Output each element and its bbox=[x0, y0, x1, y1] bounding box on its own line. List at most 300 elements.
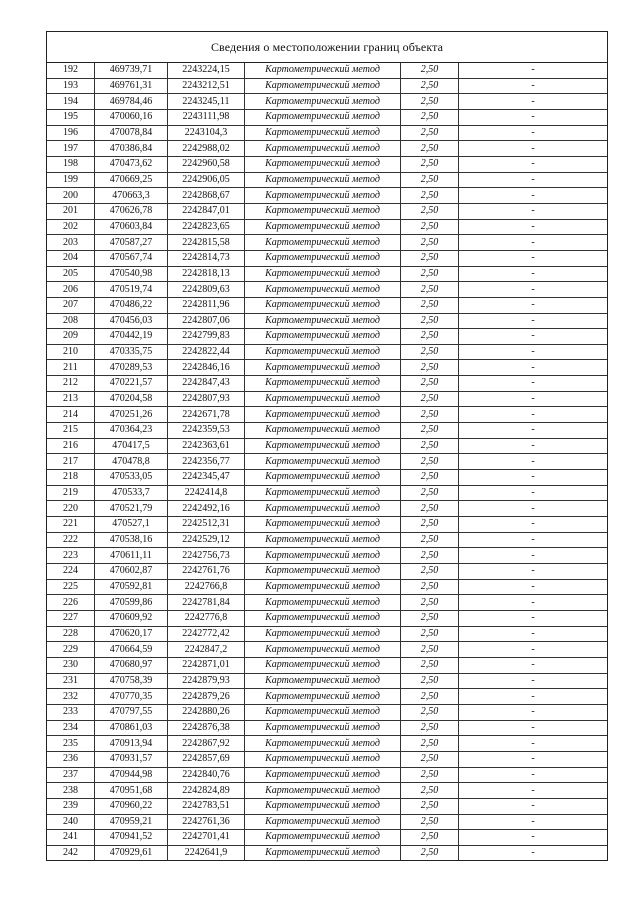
x-coordinate-cell: 470527,1 bbox=[95, 517, 168, 533]
method-cell: Картометрический метод bbox=[245, 203, 401, 219]
y-coordinate-cell: 2243245,11 bbox=[168, 94, 245, 110]
description-cell: - bbox=[459, 407, 608, 423]
description-cell: - bbox=[459, 673, 608, 689]
y-coordinate-cell: 2242781,84 bbox=[168, 595, 245, 611]
point-number-cell: 235 bbox=[47, 736, 95, 752]
point-number-cell: 212 bbox=[47, 376, 95, 392]
method-cell: Картометрический метод bbox=[245, 579, 401, 595]
x-coordinate-cell: 470931,57 bbox=[95, 751, 168, 767]
description-cell: - bbox=[459, 548, 608, 564]
table-row bbox=[47, 579, 607, 595]
x-coordinate-cell: 470060,16 bbox=[95, 109, 168, 125]
method-cell: Картометрический метод bbox=[245, 673, 401, 689]
precision-cell: 2,50 bbox=[401, 767, 459, 783]
method-cell: Картометрический метод bbox=[245, 642, 401, 658]
method-cell: Картометрический метод bbox=[245, 376, 401, 392]
y-coordinate-cell: 2242847,43 bbox=[168, 376, 245, 392]
y-coordinate-cell: 2242814,73 bbox=[168, 250, 245, 266]
precision-cell: 2,50 bbox=[401, 360, 459, 376]
x-coordinate-cell: 470456,03 bbox=[95, 313, 168, 329]
precision-cell: 2,50 bbox=[401, 219, 459, 235]
y-coordinate-cell: 2242822,44 bbox=[168, 344, 245, 360]
method-cell: Картометрический метод bbox=[245, 610, 401, 626]
y-coordinate-cell: 2242811,96 bbox=[168, 297, 245, 313]
table-row bbox=[47, 626, 607, 642]
coordinates-table-body bbox=[47, 63, 607, 860]
table-row bbox=[47, 767, 607, 783]
document-title: Сведения о местоположении границ объекта bbox=[47, 32, 607, 63]
description-cell: - bbox=[459, 360, 608, 376]
point-number-cell: 202 bbox=[47, 219, 95, 235]
description-cell: - bbox=[459, 689, 608, 705]
table-row bbox=[47, 329, 607, 345]
description-cell: - bbox=[459, 720, 608, 736]
y-coordinate-cell: 2242701,41 bbox=[168, 830, 245, 846]
x-coordinate-cell: 470599,86 bbox=[95, 595, 168, 611]
method-cell: Картометрический метод bbox=[245, 297, 401, 313]
table-row bbox=[47, 125, 607, 141]
method-cell: Картометрический метод bbox=[245, 798, 401, 814]
description-cell: - bbox=[459, 235, 608, 251]
description-cell: - bbox=[459, 532, 608, 548]
y-coordinate-cell: 2242756,73 bbox=[168, 548, 245, 564]
precision-cell: 2,50 bbox=[401, 751, 459, 767]
point-number-cell: 192 bbox=[47, 63, 95, 78]
point-number-cell: 241 bbox=[47, 830, 95, 846]
point-number-cell: 232 bbox=[47, 689, 95, 705]
description-cell: - bbox=[459, 313, 608, 329]
y-coordinate-cell: 2242414,8 bbox=[168, 485, 245, 501]
precision-cell: 2,50 bbox=[401, 297, 459, 313]
x-coordinate-cell: 470680,97 bbox=[95, 657, 168, 673]
precision-cell: 2,50 bbox=[401, 344, 459, 360]
table-row bbox=[47, 94, 607, 110]
y-coordinate-cell: 2242960,58 bbox=[168, 156, 245, 172]
precision-cell: 2,50 bbox=[401, 454, 459, 470]
description-cell: - bbox=[459, 517, 608, 533]
y-coordinate-cell: 2242641,9 bbox=[168, 845, 245, 860]
table-row bbox=[47, 814, 607, 830]
description-cell: - bbox=[459, 63, 608, 78]
x-coordinate-cell: 470602,87 bbox=[95, 564, 168, 580]
point-number-cell: 231 bbox=[47, 673, 95, 689]
table-row bbox=[47, 313, 607, 329]
y-coordinate-cell: 2242345,47 bbox=[168, 470, 245, 486]
y-coordinate-cell: 2242906,05 bbox=[168, 172, 245, 188]
y-coordinate-cell: 2242871,01 bbox=[168, 657, 245, 673]
coordinates-table bbox=[47, 63, 607, 860]
precision-cell: 2,50 bbox=[401, 438, 459, 454]
table-row bbox=[47, 188, 607, 204]
y-coordinate-cell: 2242876,38 bbox=[168, 720, 245, 736]
table-row bbox=[47, 689, 607, 705]
x-coordinate-cell: 470364,23 bbox=[95, 423, 168, 439]
table-row bbox=[47, 78, 607, 94]
y-coordinate-cell: 2242823,65 bbox=[168, 219, 245, 235]
table-row bbox=[47, 532, 607, 548]
description-cell: - bbox=[459, 376, 608, 392]
point-number-cell: 237 bbox=[47, 767, 95, 783]
point-number-cell: 233 bbox=[47, 704, 95, 720]
table-row bbox=[47, 564, 607, 580]
table-row bbox=[47, 266, 607, 282]
description-cell: - bbox=[459, 172, 608, 188]
table-row bbox=[47, 203, 607, 219]
point-number-cell: 220 bbox=[47, 501, 95, 517]
table-row bbox=[47, 109, 607, 125]
y-coordinate-cell: 2242879,93 bbox=[168, 673, 245, 689]
x-coordinate-cell: 469761,31 bbox=[95, 78, 168, 94]
y-coordinate-cell: 2242809,63 bbox=[168, 282, 245, 298]
description-cell: - bbox=[459, 830, 608, 846]
y-coordinate-cell: 2242776,8 bbox=[168, 610, 245, 626]
method-cell: Картометрический метод bbox=[245, 172, 401, 188]
table-row bbox=[47, 376, 607, 392]
y-coordinate-cell: 2242824,89 bbox=[168, 783, 245, 799]
method-cell: Картометрический метод bbox=[245, 94, 401, 110]
y-coordinate-cell: 2242867,92 bbox=[168, 736, 245, 752]
point-number-cell: 198 bbox=[47, 156, 95, 172]
x-coordinate-cell: 470204,58 bbox=[95, 391, 168, 407]
precision-cell: 2,50 bbox=[401, 63, 459, 78]
description-cell: - bbox=[459, 704, 608, 720]
precision-cell: 2,50 bbox=[401, 266, 459, 282]
point-number-cell: 193 bbox=[47, 78, 95, 94]
point-number-cell: 209 bbox=[47, 329, 95, 345]
precision-cell: 2,50 bbox=[401, 720, 459, 736]
x-coordinate-cell: 470951,68 bbox=[95, 783, 168, 799]
boundary-info-document bbox=[46, 31, 608, 861]
x-coordinate-cell: 470442,19 bbox=[95, 329, 168, 345]
method-cell: Картометрический метод bbox=[245, 736, 401, 752]
table-row bbox=[47, 548, 607, 564]
y-coordinate-cell: 2242847,2 bbox=[168, 642, 245, 658]
point-number-cell: 239 bbox=[47, 798, 95, 814]
precision-cell: 2,50 bbox=[401, 736, 459, 752]
method-cell: Картометрический метод bbox=[245, 188, 401, 204]
method-cell: Картометрический метод bbox=[245, 626, 401, 642]
table-row bbox=[47, 63, 607, 78]
method-cell: Картометрический метод bbox=[245, 344, 401, 360]
x-coordinate-cell: 470251,26 bbox=[95, 407, 168, 423]
y-coordinate-cell: 2242847,01 bbox=[168, 203, 245, 219]
table-row bbox=[47, 391, 607, 407]
precision-cell: 2,50 bbox=[401, 830, 459, 846]
method-cell: Картометрический метод bbox=[245, 767, 401, 783]
method-cell: Картометрический метод bbox=[245, 235, 401, 251]
y-coordinate-cell: 2242529,12 bbox=[168, 532, 245, 548]
table-row bbox=[47, 235, 607, 251]
precision-cell: 2,50 bbox=[401, 501, 459, 517]
x-coordinate-cell: 470592,81 bbox=[95, 579, 168, 595]
x-coordinate-cell: 470587,27 bbox=[95, 235, 168, 251]
table-row bbox=[47, 830, 607, 846]
precision-cell: 2,50 bbox=[401, 548, 459, 564]
method-cell: Картометрический метод bbox=[245, 423, 401, 439]
x-coordinate-cell: 470611,11 bbox=[95, 548, 168, 564]
description-cell: - bbox=[459, 125, 608, 141]
description-cell: - bbox=[459, 579, 608, 595]
x-coordinate-cell: 470289,53 bbox=[95, 360, 168, 376]
precision-cell: 2,50 bbox=[401, 610, 459, 626]
method-cell: Картометрический метод bbox=[245, 485, 401, 501]
description-cell: - bbox=[459, 344, 608, 360]
table-row bbox=[47, 485, 607, 501]
precision-cell: 2,50 bbox=[401, 532, 459, 548]
x-coordinate-cell: 470669,25 bbox=[95, 172, 168, 188]
description-cell: - bbox=[459, 203, 608, 219]
x-coordinate-cell: 470797,55 bbox=[95, 704, 168, 720]
point-number-cell: 242 bbox=[47, 845, 95, 860]
description-cell: - bbox=[459, 751, 608, 767]
x-coordinate-cell: 469784,46 bbox=[95, 94, 168, 110]
precision-cell: 2,50 bbox=[401, 845, 459, 860]
method-cell: Картометрический метод bbox=[245, 517, 401, 533]
precision-cell: 2,50 bbox=[401, 250, 459, 266]
point-number-cell: 230 bbox=[47, 657, 95, 673]
x-coordinate-cell: 470620,17 bbox=[95, 626, 168, 642]
point-number-cell: 200 bbox=[47, 188, 95, 204]
table-row bbox=[47, 172, 607, 188]
x-coordinate-cell: 470626,78 bbox=[95, 203, 168, 219]
table-row bbox=[47, 783, 607, 799]
x-coordinate-cell: 470486,22 bbox=[95, 297, 168, 313]
x-coordinate-cell: 470944,98 bbox=[95, 767, 168, 783]
point-number-cell: 204 bbox=[47, 250, 95, 266]
point-number-cell: 236 bbox=[47, 751, 95, 767]
point-number-cell: 211 bbox=[47, 360, 95, 376]
precision-cell: 2,50 bbox=[401, 282, 459, 298]
method-cell: Картометрический метод bbox=[245, 704, 401, 720]
precision-cell: 2,50 bbox=[401, 657, 459, 673]
point-number-cell: 207 bbox=[47, 297, 95, 313]
x-coordinate-cell: 470538,16 bbox=[95, 532, 168, 548]
description-cell: - bbox=[459, 141, 608, 157]
description-cell: - bbox=[459, 454, 608, 470]
description-cell: - bbox=[459, 470, 608, 486]
y-coordinate-cell: 2242857,69 bbox=[168, 751, 245, 767]
description-cell: - bbox=[459, 329, 608, 345]
x-coordinate-cell: 470567,74 bbox=[95, 250, 168, 266]
x-coordinate-cell: 470335,75 bbox=[95, 344, 168, 360]
point-number-cell: 234 bbox=[47, 720, 95, 736]
x-coordinate-cell: 470519,74 bbox=[95, 282, 168, 298]
y-coordinate-cell: 2242818,13 bbox=[168, 266, 245, 282]
precision-cell: 2,50 bbox=[401, 407, 459, 423]
point-number-cell: 219 bbox=[47, 485, 95, 501]
table-row bbox=[47, 282, 607, 298]
method-cell: Картометрический метод bbox=[245, 78, 401, 94]
precision-cell: 2,50 bbox=[401, 626, 459, 642]
y-coordinate-cell: 2242356,77 bbox=[168, 454, 245, 470]
table-row bbox=[47, 297, 607, 313]
point-number-cell: 223 bbox=[47, 548, 95, 564]
table-row bbox=[47, 673, 607, 689]
table-row bbox=[47, 407, 607, 423]
y-coordinate-cell: 2243111,98 bbox=[168, 109, 245, 125]
method-cell: Картометрический метод bbox=[245, 783, 401, 799]
description-cell: - bbox=[459, 642, 608, 658]
precision-cell: 2,50 bbox=[401, 156, 459, 172]
precision-cell: 2,50 bbox=[401, 595, 459, 611]
precision-cell: 2,50 bbox=[401, 564, 459, 580]
method-cell: Картометрический метод bbox=[245, 548, 401, 564]
x-coordinate-cell: 470960,22 bbox=[95, 798, 168, 814]
y-coordinate-cell: 2242879,26 bbox=[168, 689, 245, 705]
table-row bbox=[47, 720, 607, 736]
x-coordinate-cell: 470603,84 bbox=[95, 219, 168, 235]
method-cell: Картометрический метод bbox=[245, 282, 401, 298]
table-row bbox=[47, 517, 607, 533]
point-number-cell: 205 bbox=[47, 266, 95, 282]
y-coordinate-cell: 2242772,42 bbox=[168, 626, 245, 642]
table-row bbox=[47, 438, 607, 454]
precision-cell: 2,50 bbox=[401, 783, 459, 799]
method-cell: Картометрический метод bbox=[245, 751, 401, 767]
method-cell: Картометрический метод bbox=[245, 407, 401, 423]
x-coordinate-cell: 469739,71 bbox=[95, 63, 168, 78]
table-row bbox=[47, 423, 607, 439]
precision-cell: 2,50 bbox=[401, 798, 459, 814]
y-coordinate-cell: 2242799,83 bbox=[168, 329, 245, 345]
x-coordinate-cell: 470386,84 bbox=[95, 141, 168, 157]
point-number-cell: 206 bbox=[47, 282, 95, 298]
description-cell: - bbox=[459, 626, 608, 642]
x-coordinate-cell: 470417,5 bbox=[95, 438, 168, 454]
precision-cell: 2,50 bbox=[401, 125, 459, 141]
point-number-cell: 197 bbox=[47, 141, 95, 157]
y-coordinate-cell: 2242492,16 bbox=[168, 501, 245, 517]
point-number-cell: 199 bbox=[47, 172, 95, 188]
description-cell: - bbox=[459, 595, 608, 611]
y-coordinate-cell: 2243104,3 bbox=[168, 125, 245, 141]
table-row bbox=[47, 798, 607, 814]
method-cell: Картометрический метод bbox=[245, 63, 401, 78]
precision-cell: 2,50 bbox=[401, 517, 459, 533]
y-coordinate-cell: 2242846,16 bbox=[168, 360, 245, 376]
description-cell: - bbox=[459, 657, 608, 673]
description-cell: - bbox=[459, 783, 608, 799]
description-cell: - bbox=[459, 438, 608, 454]
table-row bbox=[47, 470, 607, 486]
method-cell: Картометрический метод bbox=[245, 470, 401, 486]
precision-cell: 2,50 bbox=[401, 642, 459, 658]
y-coordinate-cell: 2242363,61 bbox=[168, 438, 245, 454]
table-row bbox=[47, 156, 607, 172]
precision-cell: 2,50 bbox=[401, 78, 459, 94]
x-coordinate-cell: 470929,61 bbox=[95, 845, 168, 860]
x-coordinate-cell: 470473,62 bbox=[95, 156, 168, 172]
precision-cell: 2,50 bbox=[401, 172, 459, 188]
method-cell: Картометрический метод bbox=[245, 250, 401, 266]
description-cell: - bbox=[459, 109, 608, 125]
point-number-cell: 221 bbox=[47, 517, 95, 533]
x-coordinate-cell: 470221,57 bbox=[95, 376, 168, 392]
method-cell: Картометрический метод bbox=[245, 391, 401, 407]
x-coordinate-cell: 470609,92 bbox=[95, 610, 168, 626]
description-cell: - bbox=[459, 297, 608, 313]
y-coordinate-cell: 2242988,02 bbox=[168, 141, 245, 157]
description-cell: - bbox=[459, 564, 608, 580]
y-coordinate-cell: 2242766,8 bbox=[168, 579, 245, 595]
y-coordinate-cell: 2242761,76 bbox=[168, 564, 245, 580]
description-cell: - bbox=[459, 94, 608, 110]
point-number-cell: 222 bbox=[47, 532, 95, 548]
description-cell: - bbox=[459, 188, 608, 204]
point-number-cell: 226 bbox=[47, 595, 95, 611]
x-coordinate-cell: 470664,59 bbox=[95, 642, 168, 658]
precision-cell: 2,50 bbox=[401, 188, 459, 204]
table-row bbox=[47, 845, 607, 860]
description-cell: - bbox=[459, 266, 608, 282]
y-coordinate-cell: 2242761,36 bbox=[168, 814, 245, 830]
x-coordinate-cell: 470478,8 bbox=[95, 454, 168, 470]
description-cell: - bbox=[531, 847, 535, 859]
table-row bbox=[47, 344, 607, 360]
table-row bbox=[47, 704, 607, 720]
y-coordinate-cell: 2242815,58 bbox=[168, 235, 245, 251]
description-cell: - bbox=[459, 767, 608, 783]
precision-cell: 2,50 bbox=[401, 704, 459, 720]
precision-cell: 2,50 bbox=[401, 235, 459, 251]
description-cell: - bbox=[459, 219, 608, 235]
method-cell: Картометрический метод bbox=[245, 329, 401, 345]
point-number-cell: 216 bbox=[47, 438, 95, 454]
table-row bbox=[47, 250, 607, 266]
table-row bbox=[47, 642, 607, 658]
y-coordinate-cell: 2243212,51 bbox=[168, 78, 245, 94]
method-cell: Картометрический метод bbox=[245, 501, 401, 517]
precision-cell: 2,50 bbox=[401, 689, 459, 705]
method-cell: Картометрический метод bbox=[245, 266, 401, 282]
precision-cell: 2,50 bbox=[401, 423, 459, 439]
method-cell: Картометрический метод bbox=[245, 109, 401, 125]
precision-cell: 2,50 bbox=[401, 814, 459, 830]
description-cell: - bbox=[459, 250, 608, 266]
x-coordinate-cell: 470078,84 bbox=[95, 125, 168, 141]
y-coordinate-cell: 2242807,93 bbox=[168, 391, 245, 407]
description-cell: - bbox=[459, 736, 608, 752]
point-number-cell: 214 bbox=[47, 407, 95, 423]
y-coordinate-cell: 2242880,26 bbox=[168, 704, 245, 720]
table-row bbox=[47, 501, 607, 517]
x-coordinate-cell: 470533,7 bbox=[95, 485, 168, 501]
y-coordinate-cell: 2243224,15 bbox=[168, 63, 245, 78]
y-coordinate-cell: 2242359,53 bbox=[168, 423, 245, 439]
description-cell: - bbox=[459, 282, 608, 298]
x-coordinate-cell: 470758,39 bbox=[95, 673, 168, 689]
description-cell: - bbox=[459, 610, 608, 626]
point-number-cell: 210 bbox=[47, 344, 95, 360]
y-coordinate-cell: 2242840,76 bbox=[168, 767, 245, 783]
table-row bbox=[47, 360, 607, 376]
description-cell: - bbox=[459, 814, 608, 830]
method-cell: Картометрический метод bbox=[245, 814, 401, 830]
method-cell: Картометрический метод bbox=[245, 830, 401, 846]
point-number-cell: 229 bbox=[47, 642, 95, 658]
method-cell: Картометрический метод bbox=[245, 313, 401, 329]
method-cell: Картометрический метод bbox=[245, 564, 401, 580]
precision-cell: 2,50 bbox=[401, 94, 459, 110]
description-cell: - bbox=[459, 485, 608, 501]
table-row bbox=[47, 219, 607, 235]
description-cell: - bbox=[459, 156, 608, 172]
point-number-cell: 225 bbox=[47, 579, 95, 595]
point-number-cell: 227 bbox=[47, 610, 95, 626]
y-coordinate-cell: 2242868,67 bbox=[168, 188, 245, 204]
x-coordinate-cell: 470941,52 bbox=[95, 830, 168, 846]
point-number-cell: 194 bbox=[47, 94, 95, 110]
